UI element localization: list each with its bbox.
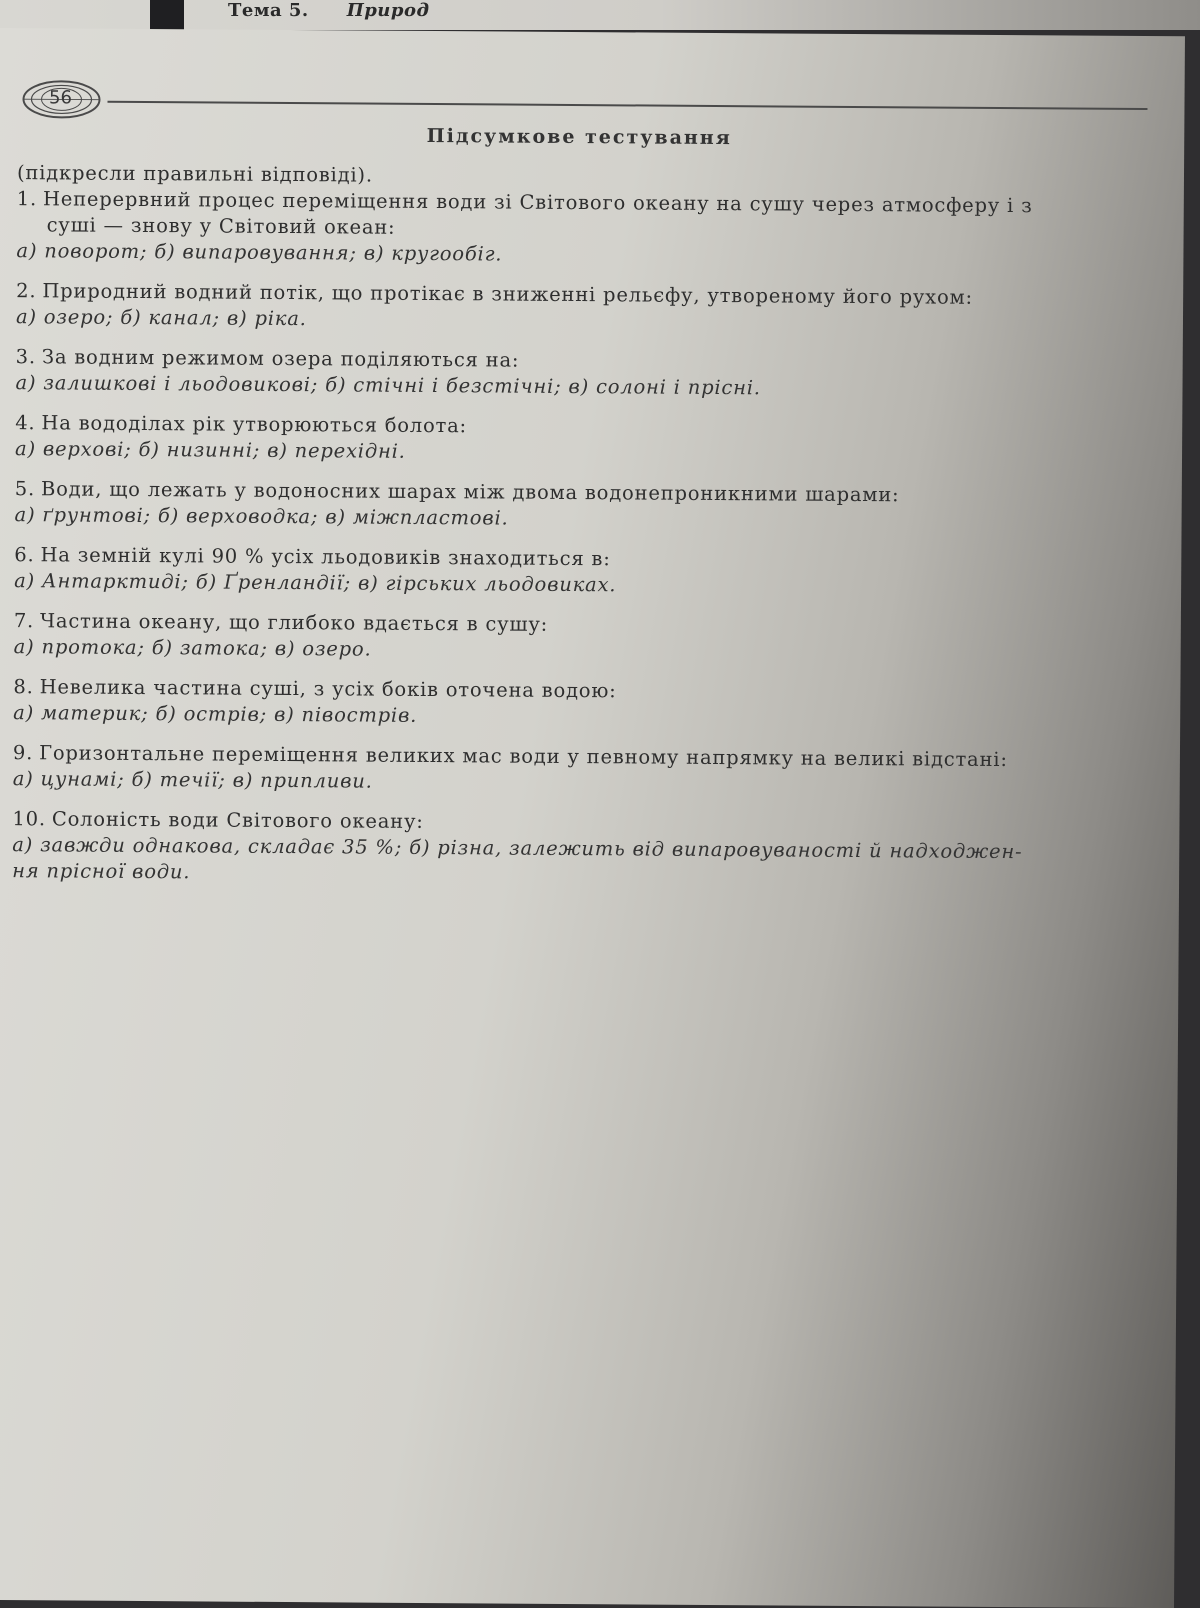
question-text: Природний водний потік, що протікає в зниженні рельєфу, утвореному його рухом:: [42, 279, 973, 309]
test-content: [12, 160, 1147, 906]
page-title: Підсумкове тестування: [426, 124, 732, 150]
question-1: [16, 186, 1147, 272]
answer-options: а) материк; б) острів; в) півострів.: [13, 701, 418, 727]
book-page: [0, 28, 1185, 1608]
question-text: На земній кулі 90 % усіх льодовиків знаходиться в:: [40, 543, 611, 571]
answer-options-continued: ня прісної води.: [12, 859, 191, 884]
answer-options: а) завжди однакова, складає 35 %; б) різна, залежить від випаровуваності й надходжен-: [12, 833, 1023, 864]
question-text-continued: суші — знову у Світовий океан:: [46, 213, 396, 239]
question-number: 9.: [12, 741, 34, 765]
question-number: 4.: [15, 411, 36, 435]
question-number: 8.: [13, 675, 34, 699]
page-number: 56: [48, 87, 73, 109]
question-number: 6.: [14, 543, 35, 567]
question-4: [15, 410, 1145, 470]
answer-options: а) поворот; б) випаровування; в) кругообіг.: [16, 239, 503, 266]
header-rule: [107, 101, 1147, 110]
answer-options: а) протока; б) затока; в) озеро.: [13, 635, 372, 661]
question-number: 3.: [15, 345, 37, 369]
question-text: Води, що лежать у водоносних шарах між двома водонепроникними шарами:: [40, 477, 900, 507]
question-number: 2.: [16, 279, 37, 303]
answer-options: а) озеро; б) канал; в) ріка.: [15, 305, 307, 331]
question-6: [14, 542, 1144, 602]
question-text: Горизонтальне переміщення великих мас води у певному напрямку на великі відстані:: [39, 741, 1008, 772]
question-10: [12, 806, 1143, 892]
page-number-badge: [19, 78, 99, 119]
answer-options: а) ґрунтові; б) верховодка; в) міжпластові.: [14, 503, 509, 530]
question-text: За водним режимом озера поділяються на:: [41, 345, 520, 372]
answer-options: а) цунамі; б) течії; в) припливи.: [12, 767, 373, 793]
previous-page-strip: [0, 0, 1200, 30]
page-edge-shadow: [150, 0, 184, 30]
tema-label: Тема 5.: [228, 0, 309, 21]
tema-topic: Природ: [346, 0, 430, 21]
question-3: [15, 344, 1145, 404]
answer-options: а) Антарктиді; б) Ґренландії; в) гірських льодовиках.: [14, 569, 617, 597]
question-2: [16, 278, 1146, 338]
question-number: 7.: [13, 609, 35, 633]
question-7: [14, 608, 1144, 668]
instruction-text: (підкресли правильні відповіді).: [16, 161, 373, 187]
question-9: [13, 740, 1143, 800]
question-text: Невелика частина суші, з усіх боків оточена водою:: [39, 675, 617, 703]
question-8: [13, 674, 1143, 734]
question-5: [15, 476, 1145, 536]
answer-options: а) верхові; б) низинні; в) перехідні.: [14, 437, 406, 463]
question-text: Частина океану, що глибоко вдається в сушу:: [40, 609, 549, 636]
question-text: Солоність води Світового океану:: [51, 807, 424, 833]
question-number: 1.: [16, 187, 38, 211]
answer-options: а) залишкові і льодовикові; б) стічні і безстічні; в) солоні і прісні.: [15, 371, 761, 400]
question-text: Неперервний процес переміщення води зі Світового океану на сушу через атмосферу і з: [42, 187, 1033, 218]
question-number: 10.: [12, 807, 46, 831]
page-header: [19, 76, 1159, 128]
previous-page-heading: [228, 0, 430, 21]
question-number: 5.: [14, 477, 36, 501]
question-text: На вододілах рік утворюються болота:: [41, 411, 468, 438]
